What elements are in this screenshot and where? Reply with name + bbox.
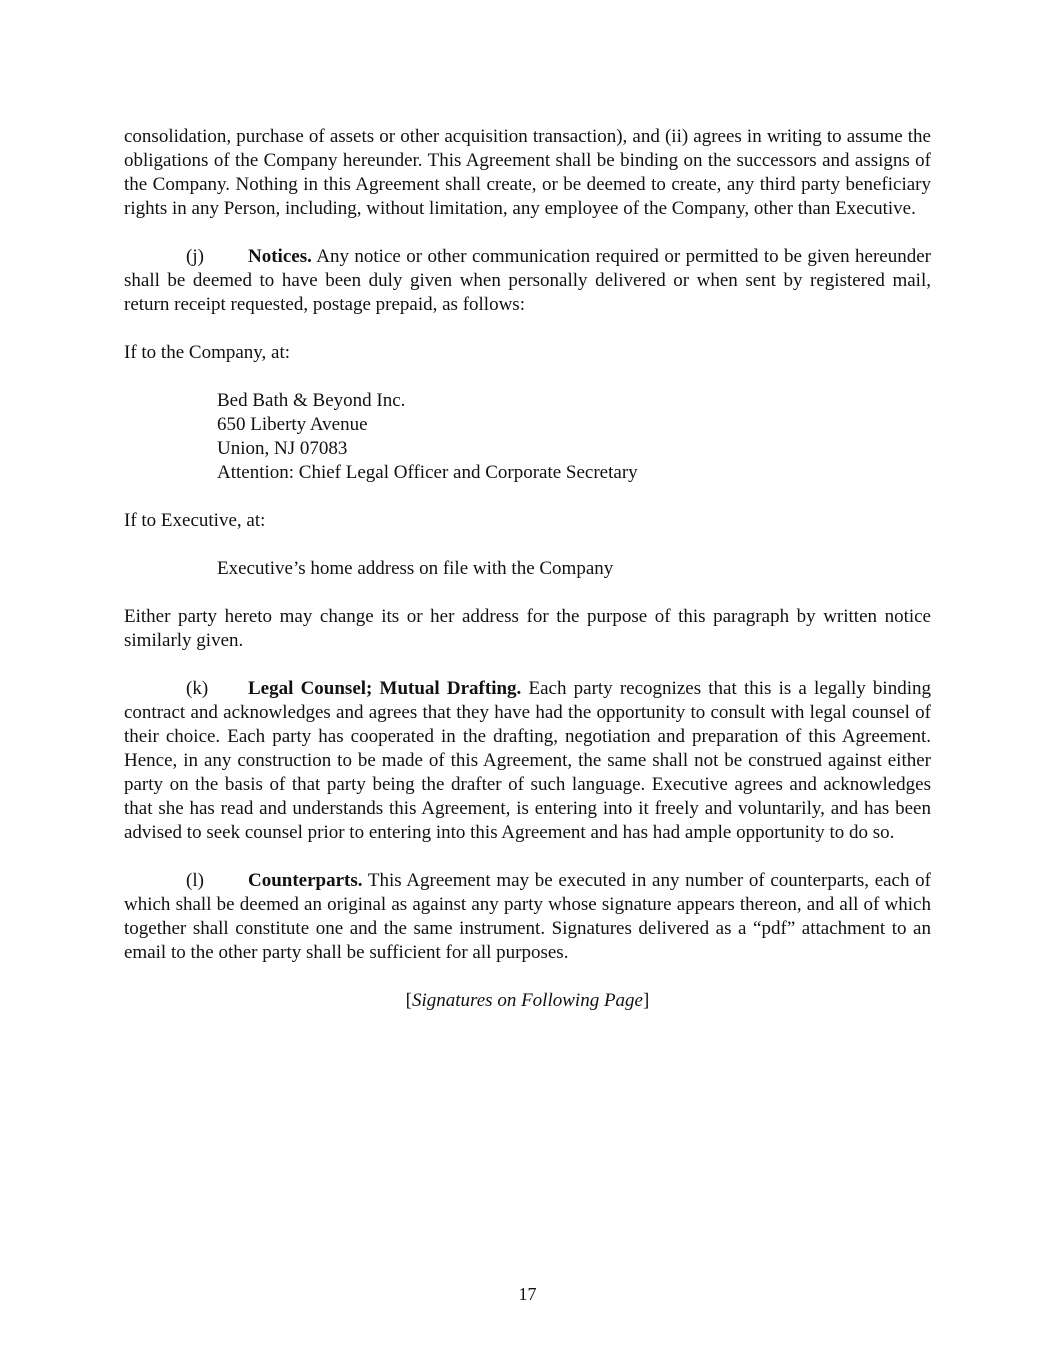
executive-address-block	[217, 557, 931, 581]
counterparts-heading: Counterparts.	[248, 870, 363, 891]
company-street-line: 650 Liberty Avenue	[217, 414, 368, 435]
legal-counsel-body: Each party recognizes that this is a legally binding contract and acknowledges and agrees that they have had the opportunity to consult with legal counsel of their choice. Each party has cooperated in the drafting, negotiation and preparation of this Agreement. Hence, in any construction to be made of this Agreement, the same shall not be construed against either party on the basis of that party being the drafter of such language. Executive agrees and acknowledges that she has read and understands this Agreement, is entering into it freely and voluntarily, and has been advised to seek counsel prior to entering into this Agreement and has had ample opportunity to do so.	[124, 678, 931, 843]
notices-paragraph	[124, 245, 931, 317]
page-number: 17	[518, 1284, 537, 1304]
notices-body: Any notice or other communication required or permitted to be given hereunder shall be deemed to have been duly given when personally delivered or when sent by registered mail, return receipt requested, postage prepaid, as follows:	[124, 246, 931, 315]
section-number-l: (l)	[186, 870, 204, 891]
signatures-open-bracket: [	[405, 990, 412, 1011]
notices-heading: Notices.	[248, 246, 312, 267]
legal-counsel-paragraph	[124, 677, 931, 845]
signatures-close-bracket: ]	[642, 990, 650, 1011]
counterparts-paragraph	[124, 869, 931, 965]
signatures-note-text: Signatures on Following Page	[412, 990, 643, 1011]
company-address-block	[217, 389, 931, 485]
executive-address-line: Executive’s home address on file with the Company	[217, 558, 614, 579]
executive-intro: If to Executive, at:	[124, 510, 266, 531]
signatures-note	[124, 989, 931, 1013]
change-address-paragraph: Either party hereto may change its or her address for the purpose of this paragraph by written notice similarly given.	[124, 606, 931, 651]
section-number-k: (k)	[186, 678, 209, 699]
section-number-j: (j)	[186, 246, 204, 267]
company-attention-line: Attention: Chief Legal Officer and Corporate Secretary	[217, 462, 638, 483]
document-page	[124, 125, 931, 1013]
counterparts-body: This Agreement may be executed in any number of counterparts, each of which shall be deemed an original as against any party whose signature appears thereon, and all of which together shall constitute one and the same instrument. Signatures delivered as a “pdf” attachment to an email to the other party shall be sufficient for all purposes.	[124, 870, 931, 963]
legal-counsel-heading: Legal Counsel; Mutual Drafting.	[248, 678, 522, 699]
company-intro: If to the Company, at:	[124, 342, 291, 363]
continuation-paragraph: consolidation, purchase of assets or other acquisition transaction), and (ii) agrees in writing to assume the obligations of the Company hereunder. This Agreement shall be binding on the successors and assigns of the Company. Nothing in this Agreement shall create, or be deemed to create, any third party beneficiary rights in any Person, including, without limitation, any employee of the Company, other than Executive.	[124, 126, 931, 219]
company-city-line: Union, NJ 07083	[217, 438, 348, 459]
company-name-line: Bed Bath & Beyond Inc.	[217, 390, 406, 411]
